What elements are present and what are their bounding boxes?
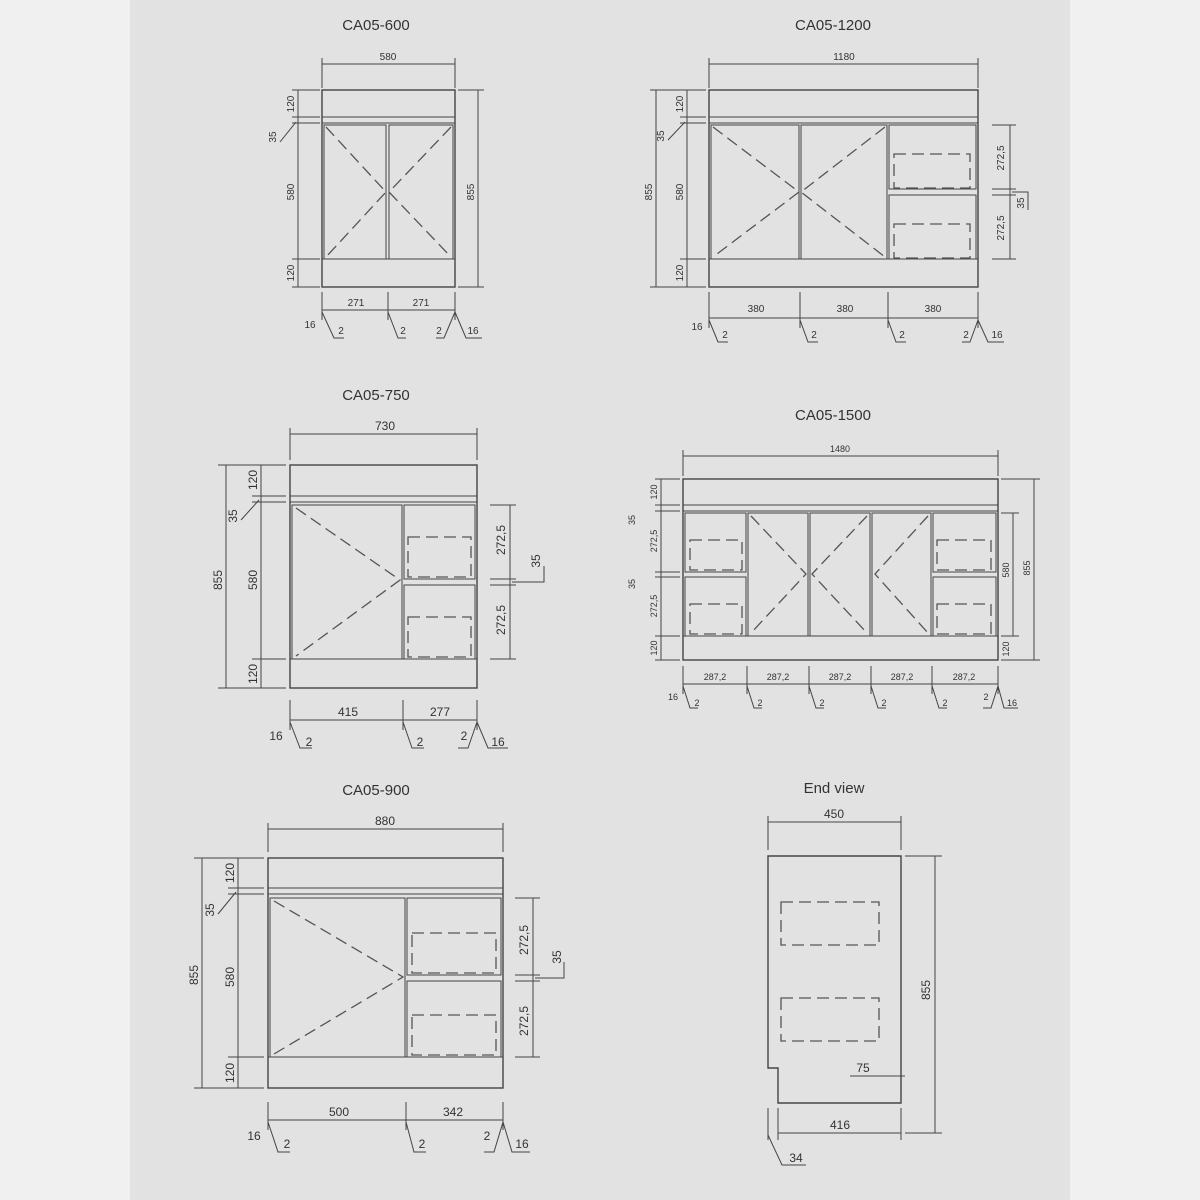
dim-depth: 450	[823, 807, 845, 821]
dim-col4: 287,2	[890, 672, 914, 682]
view-title: CA05-750	[342, 387, 410, 404]
dim-col1: 415	[337, 705, 359, 719]
drawer-bottom-dashed	[894, 224, 970, 258]
drawer-dashed	[690, 604, 742, 634]
drawer-bottom	[404, 585, 475, 659]
drawer-bottom	[889, 195, 976, 259]
view-end	[768, 780, 942, 1165]
dim-width: 1180	[833, 52, 855, 63]
drawer-left-bottom	[685, 577, 746, 636]
drawer-dashed	[690, 540, 742, 570]
drawer-dashed	[937, 540, 991, 570]
dim-col2: 342	[442, 1105, 464, 1119]
dim-gap-a: 16	[991, 330, 1003, 341]
dim-top: 120	[675, 95, 686, 113]
door-1	[748, 513, 808, 636]
dim-width: 730	[374, 419, 396, 433]
view-title: CA05-600	[342, 17, 410, 34]
dim-gap-b: 2	[483, 1129, 491, 1143]
dim-height: 855	[644, 183, 655, 201]
dim-col2: 287,2	[766, 672, 790, 682]
dim-kick: 120	[223, 1062, 237, 1084]
dim-rail: 35	[226, 509, 240, 523]
dim-col5: 287,2	[952, 672, 976, 682]
view-title: CA05-900	[342, 782, 410, 799]
dim-height: 855	[211, 569, 225, 591]
view-ca05-1500	[627, 407, 1040, 708]
door-swing-lines	[274, 901, 403, 1054]
dim-gap-a: 16	[667, 692, 679, 702]
dim-door-left: 271	[347, 298, 365, 309]
dim-door-right: 271	[412, 298, 430, 309]
dim-front: 580	[286, 183, 297, 201]
dim-gap-b: 2	[899, 330, 905, 341]
dim-gap-b: 2	[460, 729, 468, 743]
dim-gap-a: 16	[269, 729, 283, 743]
leader-lines	[290, 722, 508, 748]
dim-toe: 75	[856, 1061, 870, 1075]
door-left	[711, 125, 799, 259]
dim-kick: 120	[286, 264, 297, 282]
dim-rail: 35	[656, 130, 667, 142]
dim-top: 120	[649, 484, 659, 500]
dim-drawer-bottom: 272,5	[996, 215, 1007, 241]
dim-gap-a: 16	[1006, 698, 1018, 708]
dim-gap-b: 2	[963, 330, 969, 341]
drawer-top	[407, 898, 501, 975]
dim-top: 120	[286, 95, 297, 113]
dim-gap-a: 16	[304, 320, 316, 331]
leader-line	[280, 122, 296, 142]
view-title: CA05-1500	[795, 407, 871, 424]
dim-setback: 34	[789, 1151, 803, 1165]
dim-drawer-bottom: 272,5	[494, 604, 508, 636]
dim-top: 120	[246, 469, 260, 491]
dim-kick: 120	[649, 640, 659, 656]
dim-gap-a: 16	[467, 326, 479, 337]
drawer-bottom	[407, 981, 501, 1057]
dim-col3: 380	[924, 304, 942, 315]
dim-gap-b: 2	[694, 698, 700, 708]
drawer-dashed	[937, 604, 991, 634]
dim-top: 120	[223, 862, 237, 884]
drawer-bottom-dashed	[408, 617, 471, 657]
dim-gap-a: 16	[515, 1137, 529, 1151]
dim-drawer-gap: 35	[550, 950, 564, 964]
dim-gap-b: 2	[983, 692, 989, 702]
dim-drawer-gap: 35	[627, 578, 637, 590]
dim-rail: 35	[627, 514, 637, 526]
drawer-right-bottom	[933, 577, 996, 636]
door	[292, 505, 402, 659]
dim-front: 580	[223, 966, 237, 988]
leader-line	[668, 122, 685, 140]
drawer-top-dashed	[894, 154, 970, 188]
dim-gap-b: 2	[400, 326, 406, 337]
cabinet-outline	[290, 465, 477, 688]
dim-col1: 380	[747, 304, 765, 315]
drawer-top	[404, 505, 475, 579]
dim-kick: 120	[246, 663, 260, 685]
dim-gap-a: 16	[491, 735, 505, 749]
door-swing-lines	[296, 508, 400, 656]
dim-front: 580	[1001, 562, 1011, 578]
dim-gap-b: 2	[418, 1137, 426, 1151]
view-ca05-600	[268, 17, 484, 338]
dim-base-depth: 416	[829, 1118, 851, 1132]
dim-drawer-gap: 35	[1016, 197, 1027, 209]
door-left	[324, 125, 386, 259]
door-3	[872, 513, 931, 636]
dim-gap-b: 2	[305, 735, 313, 749]
dim-col1: 500	[328, 1105, 350, 1119]
dim-width: 580	[379, 52, 397, 63]
view-ca05-750	[211, 387, 544, 749]
dim-col1: 287,2	[703, 672, 727, 682]
drawer-top-dashed	[412, 933, 496, 973]
leader-lines	[709, 320, 1004, 342]
drawer-left-top	[685, 513, 746, 572]
drawer-top-dashed	[408, 537, 471, 577]
dim-col2: 380	[836, 304, 854, 315]
dim-drawer-top: 272,5	[494, 524, 508, 556]
view-ca05-900	[187, 782, 564, 1152]
dim-height: 855	[187, 964, 201, 986]
drawer-top	[889, 125, 976, 189]
dim-col3: 287,2	[828, 672, 852, 682]
drawer-dashed	[781, 998, 879, 1041]
drawer-right-top	[933, 513, 996, 572]
dim-gap-b: 2	[757, 698, 763, 708]
dim-height: 855	[1022, 560, 1032, 576]
dim-gap-b: 2	[338, 326, 344, 337]
dim-height: 855	[919, 979, 933, 1001]
dim-gap-b: 2	[436, 326, 442, 337]
dim-front: 580	[246, 569, 260, 591]
end-panel-outline	[768, 856, 901, 1103]
dim-width: 880	[374, 814, 396, 828]
dim-drawer-bottom: 272,5	[517, 1005, 531, 1037]
dim-height: 855	[466, 183, 477, 201]
dim-gap-b: 2	[819, 698, 825, 708]
dim-kick: 120	[675, 264, 686, 282]
dim-col2: 277	[429, 705, 451, 719]
dim-drawer-bottom: 272,5	[649, 594, 659, 618]
dim-width: 1480	[829, 444, 851, 454]
dim-gap-b: 2	[283, 1137, 291, 1151]
drawer-dashed	[781, 902, 879, 945]
dim-rail: 35	[268, 131, 279, 143]
door-right	[801, 125, 887, 259]
door-right	[389, 125, 453, 259]
view-title: End view	[803, 780, 865, 797]
view-title: CA05-1200	[795, 17, 871, 34]
door	[270, 898, 405, 1057]
dim-drawer-top: 272,5	[649, 529, 659, 553]
view-ca05-1200	[644, 17, 1028, 342]
dim-gap-a: 16	[691, 322, 703, 333]
dim-drawer-top: 272,5	[996, 145, 1007, 171]
dim-rail: 35	[203, 903, 217, 917]
dim-kick: 120	[1001, 641, 1011, 657]
leader-lines	[268, 1122, 530, 1152]
dim-gap-a: 16	[247, 1129, 261, 1143]
leader-line	[241, 500, 259, 520]
door-2	[810, 513, 870, 636]
door-swing-lines	[751, 516, 928, 633]
leader-lines	[683, 686, 1018, 708]
dim-gap-b: 2	[722, 330, 728, 341]
dim-gap-b: 2	[881, 698, 887, 708]
drawer-bottom-dashed	[412, 1015, 496, 1055]
dim-drawer-gap: 35	[529, 554, 543, 568]
dim-front: 580	[675, 183, 686, 201]
dim-gap-b: 2	[416, 735, 424, 749]
dim-gap-b: 2	[811, 330, 817, 341]
dim-drawer-top: 272,5	[517, 924, 531, 956]
dim-gap-b: 2	[942, 698, 948, 708]
leader-line	[218, 892, 236, 914]
